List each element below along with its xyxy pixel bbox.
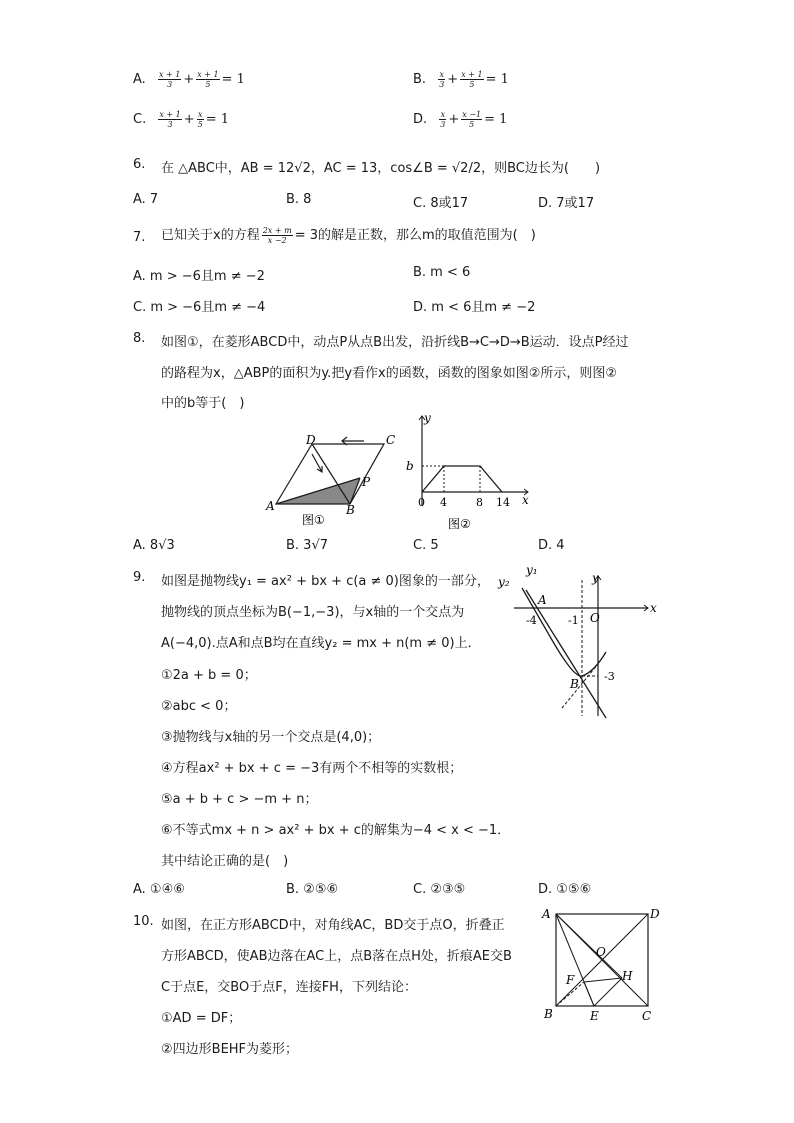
label-c: C [642,1009,652,1023]
question-number: 10. [133,914,154,929]
rhombus-figure [262,428,402,532]
function-graph [400,410,540,534]
question-stem: 在 △ABC中，AB = 12√2，AC = 13，cos∠B = √2/2，则BC边长为( ) [161,161,601,176]
parabola-figure [494,560,664,722]
question-stem-line: 如图，在正方形ABCD中，对角线AC，BD交于点O，折叠正 [161,918,505,933]
q8-option-c: C. 5 [413,538,439,553]
question-prompt: 其中结论正确的是( ) [161,854,289,869]
question-number: 7. [133,230,146,245]
straight-line [526,590,606,718]
label-d: D [306,433,316,447]
q7-option-a: A. m > −6且m ≠ −2 [133,269,265,284]
graph-line [422,466,502,492]
label-b: B [570,677,579,691]
axis-y-label: y [424,411,431,425]
question-number: 9. [133,570,146,585]
q5-option-d: D. $\frac{x}{3}$ + $\frac{x -1}{5}$ = 1 [413,110,508,129]
q5-option-b: B. $\frac{x}{3}$ + $\frac{x + 1}{5}$ = 1 [413,70,509,89]
label-f: F [566,973,575,987]
tick-minus-1: -1 [568,614,579,627]
question-stem-line: 如图是抛物线y₁ = ax² + bx + c(a ≠ 0)图象的一部分， [161,574,490,589]
label-b: B [544,1007,553,1021]
question-number: 8. [133,331,146,346]
q8-option-d: D. 4 [538,538,565,553]
label-b: B [346,503,355,517]
q9-option-c: C. ②③⑤ [413,882,466,897]
label-o: O [596,945,606,959]
q6-option-a: A. 7 [133,192,159,207]
question-stem-line: A(−4,0).点A和点B均在直线y₂ = mx + n(m ≠ 0)上． [161,636,481,651]
question-stem-line: 中的b等于( ) [161,396,245,411]
axis-x-label: x [650,601,657,615]
q8-option-a: A. 8√3 [133,538,175,553]
conclusion-2: ②abc < 0； [161,699,237,714]
label-a: A [266,499,275,513]
conclusion-2: ②四边形BEHF为菱形； [161,1042,299,1057]
tick-0: 0 [418,496,425,509]
q6-option-c: C. 8或17 [413,196,469,211]
conclusion-6: ⑥不等式mx + n > ax² + bx + c的解集为−4 < x < −1． [161,823,511,838]
question-stem-line: 如图①，在菱形ABCD中，动点P从点B出发，沿折线B→C→D→B运动．设点P经过 [161,335,629,350]
tick-14: 14 [496,496,510,509]
label-h: H [622,969,633,983]
question-stem: 已知关于x的方程 $\frac{2x + m}{x -2}$ = 3的解是正数，那么m的取值范围为( ) [161,226,536,245]
q5-option-c: C. $\frac{x + 1}{3}$ + $\frac{x}{5}$ = 1 [133,110,230,129]
tick-minus-4: -4 [526,614,537,627]
q7-option-b: B. m < 6 [413,265,471,280]
q9-option-a: A. ①④⑥ [133,882,185,897]
conclusion-4: ④方程ax² + bx + c = −3有两个不相等的实数根； [161,761,463,776]
conclusion-1: ①2a + b = 0； [161,668,257,683]
axis-x-label: x [522,493,529,507]
question-stem-line: C于点E，交BO于点F，连接FH，下列结论： [161,980,417,995]
conclusion-5: ⑤a + b + c > −m + n； [161,792,318,807]
conclusion-3: ③抛物线与x轴的另一个交点是(4,0)； [161,730,381,745]
label-y2: y₂ [498,575,510,589]
figure-caption: 图① [302,513,325,527]
figure-caption: 图② [448,517,471,531]
q5-option-a: A. $\frac{x + 1}{3}$ + $\frac{x + 1}{5}$ = 1 [133,70,245,89]
q6-option-d: D. 7或17 [538,196,595,211]
label-c: C [386,433,396,447]
tick-4: 4 [440,496,447,509]
tick-8: 8 [476,496,483,509]
label-d: D [650,907,660,921]
question-stem-line: 方形ABCD，使AB边落在AC上，点B落在点H处，折痕AE交B [161,949,512,964]
conclusion-1: ①AD = DF； [161,1011,242,1026]
question-stem-line: 的路程为x，△ABP的面积为y.把y看作x的函数，函数的图象如图②所示，则图② [161,366,618,381]
tick-b: b [406,459,414,473]
label-y1: y₁ [526,563,538,577]
q6-option-b: B. 8 [286,192,312,207]
axis-y-label: y [592,571,599,585]
tick-minus-3: -3 [604,670,615,683]
origin-label: O [590,611,600,625]
label-e: E [590,1009,599,1023]
square-figure [538,904,664,1028]
label-a: A [542,907,551,921]
q7-option-d: D. m < 6且m ≠ −2 [413,300,536,315]
question-number: 6. [133,157,146,172]
parabola-curve [522,588,606,676]
q8-option-b: B. 3√7 [286,538,329,553]
question-stem-line: 抛物线的顶点坐标为B(−1,−3)，与x轴的一个交点为 [161,605,465,620]
label-a: A [538,593,547,607]
label-p: P [362,475,371,489]
q9-option-b: B. ②⑤⑥ [286,882,339,897]
q7-option-c: C. m > −6且m ≠ −4 [133,300,266,315]
q9-option-d: D. ①⑤⑥ [538,882,592,897]
